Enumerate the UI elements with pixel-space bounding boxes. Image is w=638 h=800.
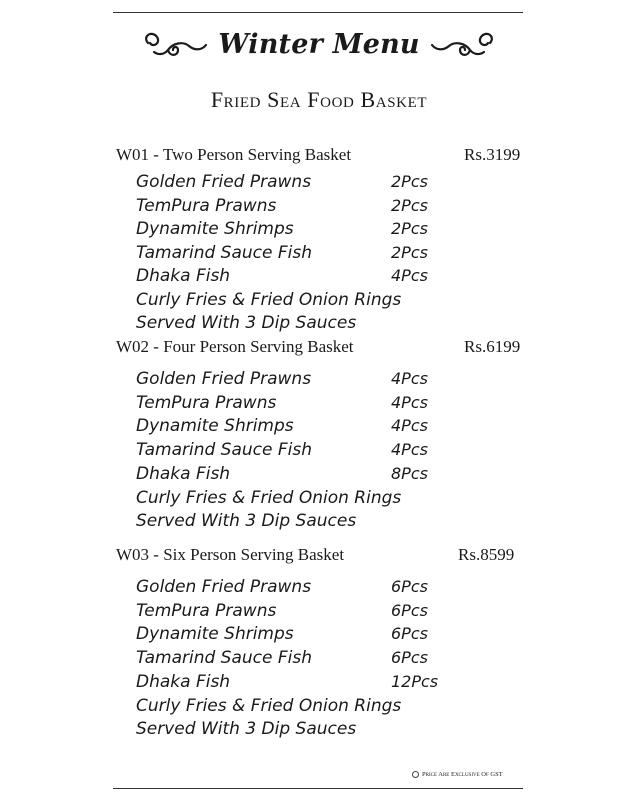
item-quantity: 6Pcs xyxy=(391,600,428,620)
footnote-text: Price Are Exclusive Of GST xyxy=(422,771,503,778)
list-item xyxy=(0,243,638,267)
info-icon xyxy=(412,771,419,778)
item-quantity: 2Pcs xyxy=(391,195,428,215)
list-item xyxy=(0,290,638,314)
right-flourish-icon xyxy=(428,30,498,58)
basket-title: W03 - Six Person Serving Basket xyxy=(116,545,345,564)
item-quantity: 2Pcs xyxy=(391,242,428,262)
item-quantity: 4Pcs xyxy=(391,440,428,460)
list-item xyxy=(0,393,638,417)
item-name: Curly Fries & Fried Onion Rings xyxy=(136,487,402,508)
item-name: Dhaka Fish xyxy=(136,463,231,484)
basket-price: Rs.6199 xyxy=(464,337,521,356)
item-name: Golden Fried Prawns xyxy=(136,369,312,389)
item-quantity: 12Pcs xyxy=(391,671,439,691)
item-name: Dynamite Shrimps xyxy=(136,624,294,645)
item-name: TemPura Prawns xyxy=(136,600,277,621)
list-item xyxy=(0,719,638,743)
item-name: Tamarind Sauce Fish xyxy=(136,440,313,461)
list-item xyxy=(0,696,638,720)
bottom-rule xyxy=(113,788,523,789)
list-item xyxy=(0,196,638,220)
item-quantity: 2Pcs xyxy=(391,172,428,191)
tax-footnote xyxy=(412,771,503,778)
item-quantity: 6Pcs xyxy=(391,648,428,668)
item-quantity: 4Pcs xyxy=(391,416,428,436)
list-item xyxy=(0,624,638,648)
list-item xyxy=(0,416,638,440)
basket-price: Rs.8599 xyxy=(458,545,515,564)
item-name: Curly Fries & Fried Onion Rings xyxy=(136,695,402,716)
basket-title: W01 - Two Person Serving Basket xyxy=(116,145,352,164)
list-item xyxy=(0,511,638,535)
item-name: Tamarind Sauce Fish xyxy=(136,648,313,669)
menu-header xyxy=(0,24,638,64)
list-item xyxy=(0,266,638,290)
item-quantity: 4Pcs xyxy=(391,266,428,285)
list-item xyxy=(0,488,638,512)
item-name: Golden Fried Prawns xyxy=(136,577,312,597)
list-item xyxy=(0,672,638,696)
list-item xyxy=(0,601,638,625)
item-name: Dhaka Fish xyxy=(136,266,231,286)
item-quantity: 4Pcs xyxy=(391,392,428,412)
list-item xyxy=(0,577,638,601)
list-item xyxy=(0,219,638,243)
item-quantity: 8Pcs xyxy=(391,463,428,483)
item-name: TemPura Prawns xyxy=(136,195,277,216)
list-item xyxy=(0,440,638,464)
top-rule xyxy=(113,12,523,13)
item-name: Tamarind Sauce Fish xyxy=(136,242,313,263)
item-name: Served With 3 Dip Sauces xyxy=(136,511,357,532)
item-name: Golden Fried Prawns xyxy=(136,172,312,192)
item-name: TemPura Prawns xyxy=(136,392,277,413)
basket-price: Rs.3199 xyxy=(464,145,521,164)
basket-title: W02 - Four Person Serving Basket xyxy=(116,337,354,356)
item-name: Curly Fries & Fried Onion Rings xyxy=(136,289,402,310)
list-item xyxy=(0,464,638,488)
menu-title: Winter Menu xyxy=(218,28,420,60)
item-quantity: 4Pcs xyxy=(391,369,428,388)
list-item xyxy=(0,648,638,672)
item-name: Dhaka Fish xyxy=(136,671,231,692)
item-name: Served With 3 Dip Sauces xyxy=(136,719,357,740)
item-name: Dynamite Shrimps xyxy=(136,219,294,239)
list-item xyxy=(0,313,638,337)
item-quantity: 6Pcs xyxy=(391,624,428,644)
section-heading: Fried Sea Food Basket xyxy=(210,87,428,112)
item-name: Served With 3 Dip Sauces xyxy=(136,313,357,333)
left-flourish-icon xyxy=(140,30,210,58)
item-name: Dynamite Shrimps xyxy=(136,416,294,437)
item-quantity: 2Pcs xyxy=(391,219,428,238)
list-item xyxy=(0,172,638,196)
item-quantity: 6Pcs xyxy=(391,577,428,596)
list-item xyxy=(0,369,638,393)
